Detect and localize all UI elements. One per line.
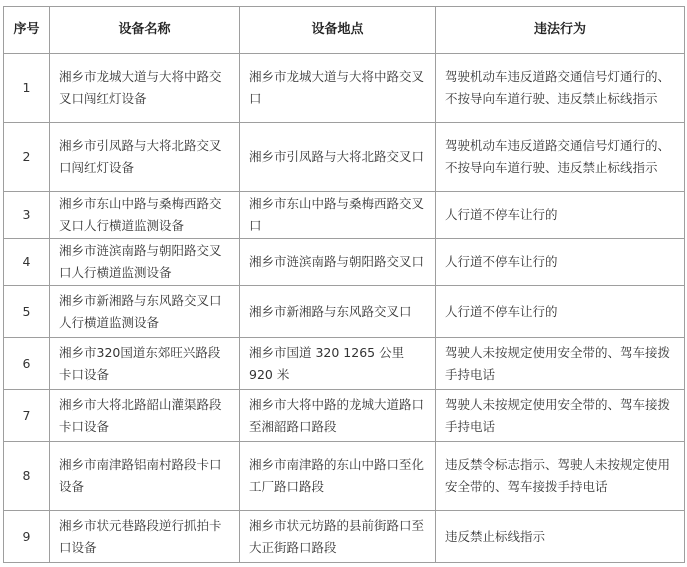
row-device-name: 湘乡市状元巷路段逆行抓拍卡口设备 [50,511,240,563]
row-index: 9 [4,511,50,563]
row-location: 湘乡市东山中路与桑梅西路交叉口 [240,192,436,239]
row-violation: 驾驶人未按规定使用安全带的、驾车接拨手持电话 [436,338,685,390]
row-violation: 驾驶机动车违反道路交通信号灯通行的、不按导向车道行驶、违反禁止标线指示 [436,54,685,123]
row-device-name: 湘乡市新湘路与东风路交叉口人行横道监测设备 [50,286,240,338]
table-row [4,511,685,563]
table-row [4,123,685,192]
device-table [3,6,685,563]
table-row [4,54,685,123]
table-header-row [4,7,685,54]
table-row [4,192,685,239]
table-row [4,442,685,511]
row-violation: 人行道不停车让行的 [436,239,685,286]
row-violation: 驾驶人未按规定使用安全带的、驾车接拨手持电话 [436,390,685,442]
header-violation: 违法行为 [436,7,685,54]
row-index: 8 [4,442,50,511]
row-location: 湘乡市状元坊路的县前街路口至大正街路口路段 [240,511,436,563]
row-location: 湘乡市新湘路与东风路交叉口 [240,286,436,338]
row-violation: 人行道不停车让行的 [436,192,685,239]
row-device-name: 湘乡市320国道东郊旺兴路段卡口设备 [50,338,240,390]
row-violation: 违反禁令标志指示、驾驶人未按规定使用安全带的、驾车接拨手持电话 [436,442,685,511]
row-violation: 驾驶机动车违反道路交通信号灯通行的、不按导向车道行驶、违反禁止标线指示 [436,123,685,192]
row-location: 湘乡市南津路的东山中路口至化工厂路口路段 [240,442,436,511]
row-violation: 违反禁止标线指示 [436,511,685,563]
row-index: 7 [4,390,50,442]
table-row [4,338,685,390]
row-index: 6 [4,338,50,390]
row-location: 湘乡市涟滨南路与朝阳路交叉口 [240,239,436,286]
row-location: 湘乡市国道 320 1265 公里 920 米 [240,338,436,390]
row-location: 湘乡市大将中路的龙城大道路口至湘韶路口路段 [240,390,436,442]
row-device-name: 湘乡市南津路铝南村路段卡口设备 [50,442,240,511]
header-index: 序号 [4,7,50,54]
row-device-name: 湘乡市大将北路韶山灌渠路段卡口设备 [50,390,240,442]
row-device-name: 湘乡市东山中路与桑梅西路交叉口人行横道监测设备 [50,192,240,239]
row-location: 湘乡市龙城大道与大将中路交叉口 [240,54,436,123]
row-violation: 人行道不停车让行的 [436,286,685,338]
row-index: 4 [4,239,50,286]
table-row [4,239,685,286]
header-location: 设备地点 [240,7,436,54]
row-device-name: 湘乡市涟滨南路与朝阳路交叉口人行横道监测设备 [50,239,240,286]
header-device-name: 设备名称 [50,7,240,54]
row-index: 5 [4,286,50,338]
row-index: 1 [4,54,50,123]
row-index: 3 [4,192,50,239]
row-device-name: 湘乡市引凤路与大将北路交叉口闯红灯设备 [50,123,240,192]
table-row [4,390,685,442]
row-device-name: 湘乡市龙城大道与大将中路交叉口闯红灯设备 [50,54,240,123]
table-row [4,286,685,338]
row-location: 湘乡市引凤路与大将北路交叉口 [240,123,436,192]
row-index: 2 [4,123,50,192]
